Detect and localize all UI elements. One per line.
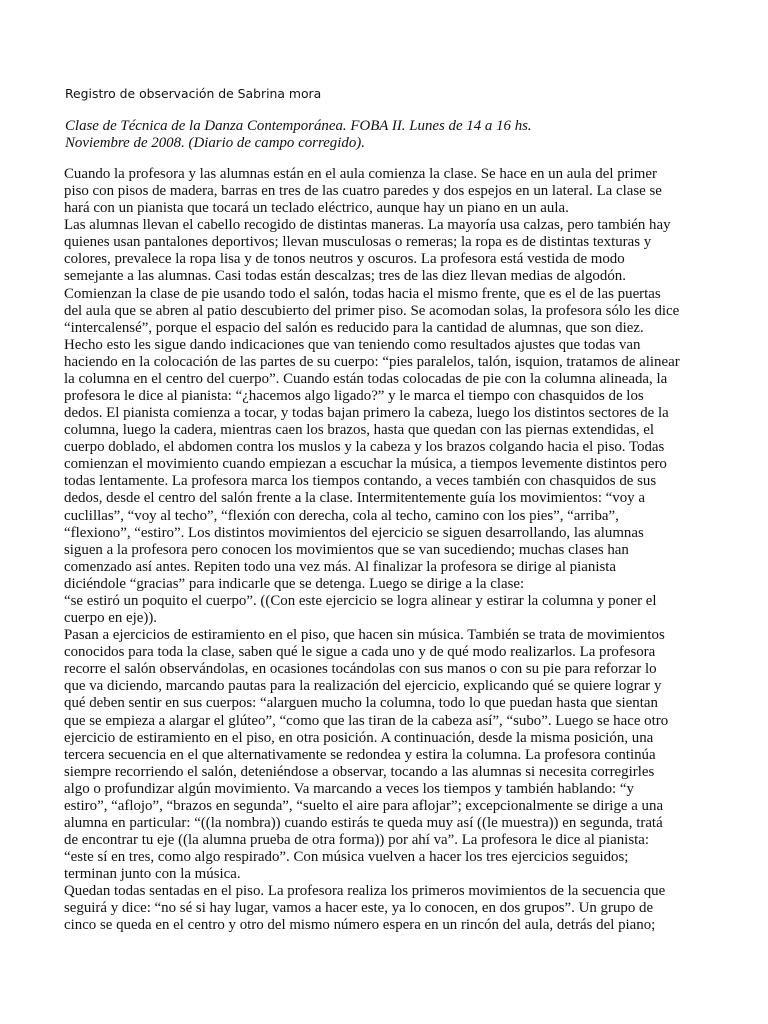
body-line: cuerpo doblado, el abdomen contra los muslos y la cabeza y los brazos colgando hacia el piso. Todas — [64, 439, 665, 456]
body-line: cinco se queda en el centro y otro del mismo número espera en un rincón del aula, detrás del piano; — [64, 917, 656, 934]
body-line: semejante a las alumnas. Casi todas están descalzas; tres de las diez llevan medias de algodón. — [64, 268, 626, 285]
body-line: profesora le dice al pianista: “¿hacemos algo ligado?” y le marca el tiempo con chasquidos de los — [64, 388, 644, 405]
body-line: ejercicio de estiramiento en el piso, en otra posición. A continuación, desde la misma posición, una — [64, 729, 654, 746]
body-line: que se empieza a alargar el glúteo”, “como que las tiran de la cabeza así”, “subo”. Luego se hace otro — [64, 712, 669, 729]
body-line: “flexiono”, “estiro”. Los distintos movimientos del ejercicio se siguen desarrollando, las alumnas — [64, 524, 644, 541]
body-line: comienzan el movimiento cuando empiezan a escuchar la música, a tiempos levemente distintos pero — [64, 456, 667, 473]
body-line: cuclillas”, “voy al techo”, “flexión con derecha, cola al techo, camino con los pies”, “arriba”, — [64, 507, 619, 524]
body-line: conocidos para toda la clase, saben qué le sigue a cada uno y de qué modo realizarlos. La profesora — [64, 644, 656, 661]
body-line: diciéndole “gracias” para indicarle que se detenga. Luego se dirige a la clase: — [64, 575, 525, 592]
body-line: cuerpo en eje)). — [64, 610, 158, 627]
body-line: la columna en el centro del cuerpo”. Cuando están todas colocadas de pie con la columna alineada, la — [64, 370, 668, 387]
document-body — [64, 166, 714, 935]
body-line: Cuando la profesora y las alumnas están en el aula comienza la clase. Se hace en un aula del primer — [64, 166, 657, 182]
body-line: “se estiró un poquito el cuerpo”. ((Con este ejercicio se logra alinear y estirar la columna y poner el — [64, 592, 657, 609]
subtitle-line: Clase de Técnica de la Danza Contemporánea. FOBA II. Lunes de 14 a 16 hs. — [65, 118, 532, 134]
body-line: tercera secuencia en el que alternativamente se redondea y estira la columna. La profesora continúa — [64, 746, 656, 763]
body-line: Comienzan la clase de pie usando todo el salón, todas hacia el mismo frente, que es el de las puertas — [64, 285, 661, 302]
body-line: haciendo en la colocación de las partes de su cuerpo: “pies paralelos, talón, isquion, tratamos de alinear — [64, 353, 680, 370]
body-line: estiro”, “aflojo”, “brazos en segunda”, “suelto el aire para aflojar”; excepcionalmente se dirige a una — [64, 797, 664, 814]
body-line: algo o profundizar algún movimiento. Va marcando a veces los tiempos y también hablando: “y — [64, 780, 634, 797]
body-line: terminan junto con la música. — [64, 866, 241, 883]
document-header: Registro de observación de Sabrina mora — [65, 86, 322, 101]
body-line: piso con pisos de madera, barras en tres de las cuatro paredes y dos espejos en un lateral. La clase se — [64, 183, 662, 200]
body-line: de encontrar tu eje ((la alumna prueba de otra forma)) por ahí va”. La profesora le dice al pianista: — [64, 832, 650, 849]
subtitle-line: Noviembre de 2008. (Diario de campo corregido). — [65, 134, 365, 151]
body-line: todas lentamente. La profesora marca los tiempos contando, a veces también con chasquidos de sus — [64, 473, 657, 490]
body-line: comenzado así antes. Repiten todo una vez más. Al finalizar la profesora se dirige al pianista — [64, 558, 616, 575]
body-line: “intercalensé”, porque el espacio del salón es reducido para la cantidad de alumnas, que son diez. — [64, 319, 644, 336]
body-line: siempre recorriendo el salón, deteniéndose a observar, tocando a las alumnas si necesita corregirles — [64, 763, 655, 780]
body-line: que va diciendo, marcando pautas para la realización del ejercicio, explicando qué se quiere lograr y — [64, 678, 662, 695]
body-line: Quedan todas sentadas en el piso. La profesora realiza los primeros movimientos de la secuencia que — [64, 883, 666, 900]
body-line: columna, luego la cadera, mientras caen los brazos, hasta que quedan con las piernas extendidas, el — [64, 422, 655, 439]
body-line: dedos. El pianista comienza a tocar, y todas bajan primero la cabeza, luego los distintos sectores de la — [64, 405, 669, 422]
body-line: Hecho esto les sigue dando indicaciones que van teniendo como resultados ajustes que todas van — [64, 336, 641, 353]
body-line: colores, prevalece la ropa lisa y de tonos neutros y oscuros. La profesora está vestida de modo — [64, 251, 625, 268]
body-line: qué deben sentir en sus cuerpos: “alarguen mucho la columna, todo lo que puedan hasta que sientan — [64, 695, 658, 712]
body-line: quienes usan pantalones deportivos; llevan musculosas o remeras; la ropa es de distintas texturas y — [64, 234, 652, 251]
body-line: siguen a la profesora pero conocen los movimientos que se van sucediendo; muchas clases han — [64, 541, 629, 558]
body-line: “este sí en tres, como algo respirado”. Con música vuelven a hacer los tres ejercicios seguidos; — [64, 849, 629, 866]
body-line: alumna en particular: “((la nombra)) cuando estirás te queda muy así ((le muestra)) en segunda, tratá — [64, 814, 663, 831]
body-line: Las alumnas llevan el cabello recogido de distintas maneras. La mayoría usa calzas, pero también hay — [64, 217, 671, 234]
body-line: recorre el salón observándolas, en ocasiones tocándolas con sus manos o con su pie para reforzar lo — [64, 661, 657, 678]
body-line: dedos, desde el centro del salón frente a la clase. Intermitentemente guía los movimientos: “voy a — [64, 490, 645, 507]
body-line: hará con un pianista que tocará un teclado eléctrico, aunque hay un piano en un aula. — [64, 200, 569, 217]
body-line: del aula que se abren al patio descubierto del primer piso. Se acomodan solas, la profesora sólo les dice — [64, 302, 680, 319]
body-line: Pasan a ejercicios de estiramiento en el piso, que hacen sin música. También se trata de movimientos — [64, 627, 665, 644]
body-line: seguirá y dice: “no sé si hay lugar, vamos a hacer este, ya lo conocen, en dos grupos”. Un grupo de — [64, 900, 654, 917]
document-subtitle — [65, 118, 705, 151]
